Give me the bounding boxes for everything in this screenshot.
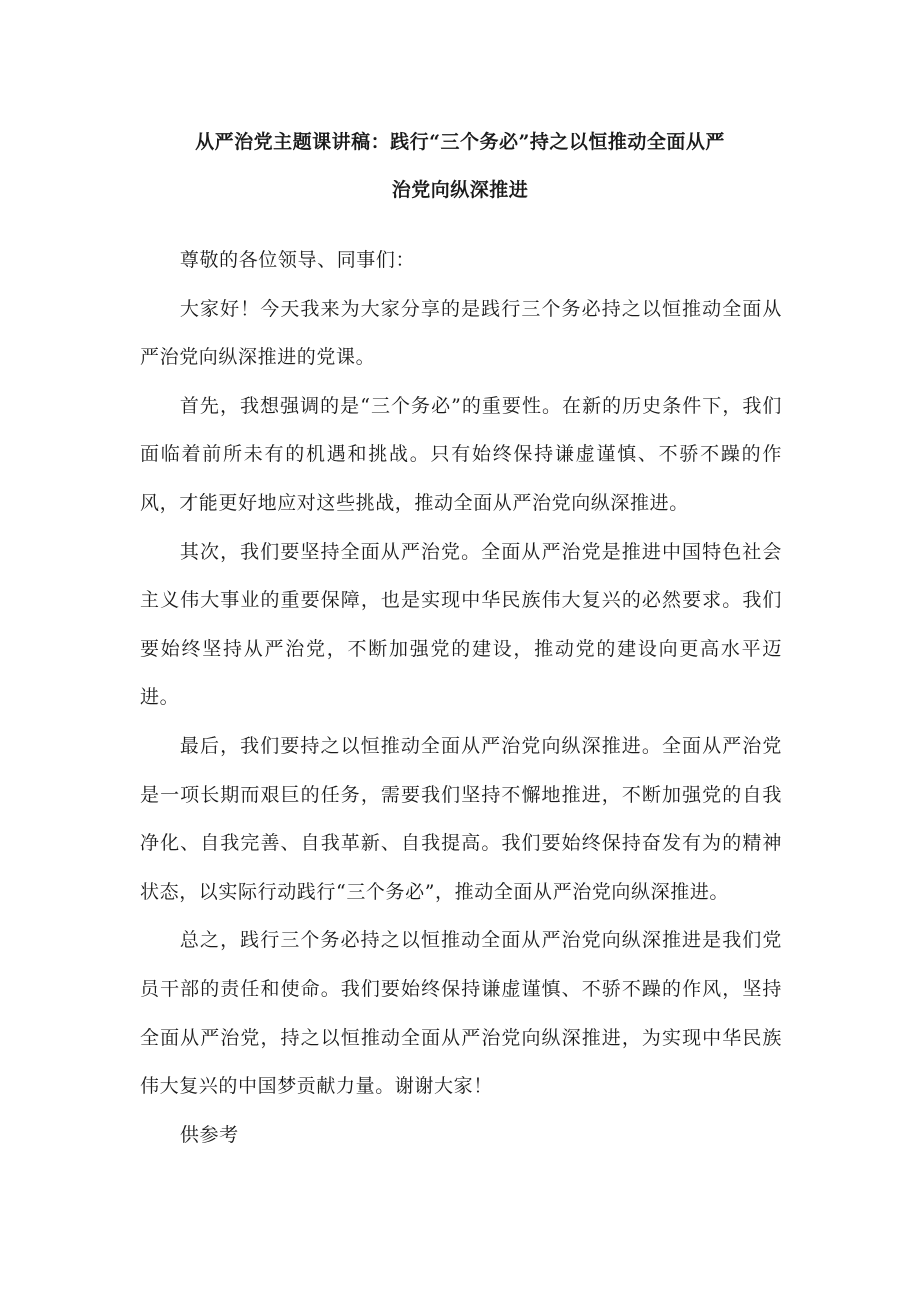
document-title — [140, 118, 780, 214]
title-line-2: 治党向纵深推进 — [391, 179, 529, 201]
closing-note: 供参考 — [179, 1123, 239, 1146]
title-line-1: 从严治党主题课讲稿：践行“三个务必”持之以恒推动全面从严 — [195, 131, 725, 153]
paragraph-second: 其次，我们要坚持全面从严治党。全面从严治党是推进中国特色社会主义伟大事业的重要保障，也是实现中华民族伟大复兴的必然要求。我们要始终坚持从严治党，不断加强党的建设，推动党的建设向更高水平迈进。 — [140, 540, 782, 709]
paragraph-intro: 大家好！今天我来为大家分享的是践行三个务必持之以恒推动全面从严治党向纵深推进的党课。 — [140, 297, 782, 369]
document-body — [140, 236, 782, 1159]
paragraph-first: 首先，我想强调的是“三个务必”的重要性。在新的历史条件下，我们面临着前所未有的机遇和挑战。只有始终保持谦虚谨慎、不骄不躁的作风，才能更好地应对这些挑战，推动全面从严治党向纵深推进。 — [140, 394, 782, 514]
salutation: 尊敬的各位领导、同事们： — [179, 249, 416, 271]
paragraph-last: 最后，我们要持之以恒推动全面从严治党向纵深推进。全面从严治党是一项长期而艰巨的任务，需要我们坚持不懈地推进，不断加强党的自我净化、自我完善、自我革新、自我提高。我们要始终保持奋发有为的精神状态，以实际行动践行“三个务必”，推动全面从严治党向纵深推进。 — [140, 734, 782, 903]
paragraph-conclusion: 总之，践行三个务必持之以恒推动全面从严治党向纵深推进是我们党员干部的责任和使命。我们要始终保持谦虚谨慎、不骄不躁的作风，坚持全面从严治党，持之以恒推动全面从严治党向纵深推进，为实现中华民族伟大复兴的中国梦贡献力量。谢谢大家！ — [140, 929, 782, 1098]
